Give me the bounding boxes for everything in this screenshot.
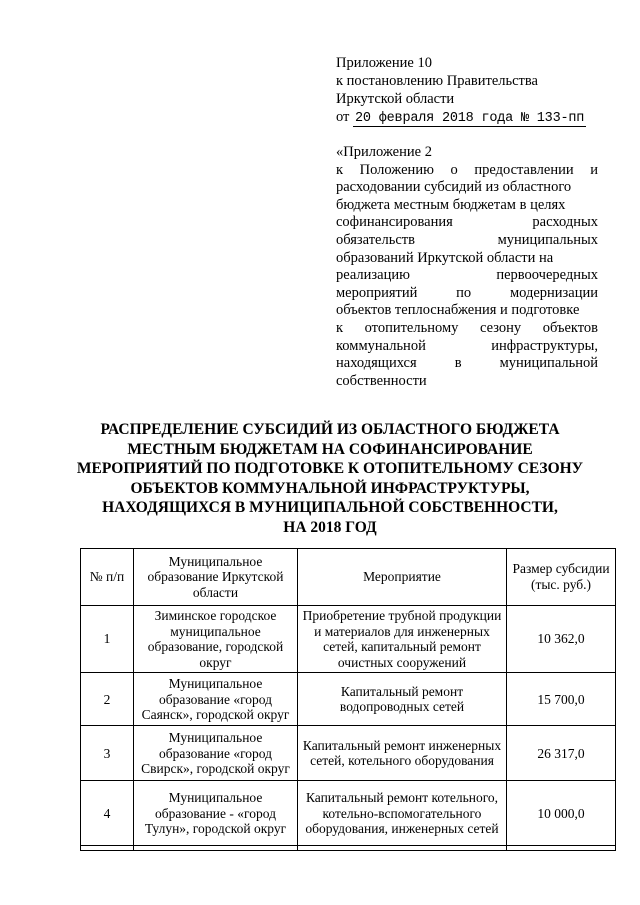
- annex-line: [336, 302, 598, 320]
- annex-word: инфраструктуры,: [491, 337, 598, 354]
- row-number: 4: [81, 781, 134, 846]
- annex-word: и: [590, 161, 598, 178]
- title-line: НАХОДЯЩИХСЯ В МУНИЦИПАЛЬНОЙ СОБСТВЕННОСТИ,: [102, 499, 558, 517]
- annex-line: [336, 355, 598, 373]
- table-row: [81, 606, 616, 673]
- col-header-amount: Размер субсидии (тыс. руб.): [507, 549, 616, 606]
- annex-line: [336, 144, 598, 162]
- row-amount: 15 700,0: [507, 673, 616, 726]
- annex-line: [336, 232, 598, 250]
- annex-word: первоочередных: [496, 267, 598, 284]
- annex-line: [336, 162, 598, 180]
- annex-word: отопительному: [364, 319, 459, 336]
- decree-date: [353, 111, 586, 127]
- subsidy-table: [80, 548, 616, 851]
- annex-line: [336, 338, 598, 356]
- annex-word: предоставлении: [474, 161, 574, 178]
- row-activity: Приобретение трубной продукции и материалов для инженерных сетей, капитальный ремонт очистных сооружений: [298, 606, 507, 673]
- col-header-activity: Мероприятие: [298, 549, 507, 606]
- region-name: Иркутской области: [336, 91, 455, 107]
- annex-line: [336, 267, 598, 285]
- row-activity: Капитальный ремонт котельного, котельно-вспомогательного оборудования, инженерных сетей: [298, 781, 507, 846]
- decree-date-value: 20 февраля 2018 года: [355, 111, 514, 126]
- table-row: [81, 673, 616, 726]
- row-continuation-cell: [507, 846, 616, 851]
- annex-word: модернизации: [509, 284, 598, 301]
- annex-word: к: [336, 161, 344, 178]
- row-activity: Капитальный ремонт инженерных сетей, котельного оборудования: [298, 726, 507, 781]
- annex-line: [336, 214, 598, 232]
- annex-word: в: [454, 355, 462, 372]
- title-line: РАСПРЕДЕЛЕНИЕ СУБСИДИЙ ИЗ ОБЛАСТНОГО БЮДЖЕТА: [100, 421, 560, 438]
- annex-word: софинансирования: [336, 214, 453, 231]
- row-number: 3: [81, 726, 134, 781]
- table-row-continuation: [81, 846, 616, 851]
- annex-line: [336, 320, 598, 338]
- decree-date-line: [336, 108, 598, 128]
- annex-word: «Приложение 2: [336, 144, 432, 160]
- title-line: МЕРОПРИЯТИЙ ПО ПОДГОТОВКЕ К ОТОПИТЕЛЬНОМУ СЕЗОНУ: [76, 460, 584, 478]
- table-row: [81, 781, 616, 846]
- annex-line: [336, 250, 598, 268]
- annex-word: мероприятий: [336, 284, 418, 301]
- annex-word: муниципальных: [497, 231, 598, 248]
- annex-word: расходовании субсидий из областного: [336, 179, 572, 196]
- annex-word: обязательств: [336, 231, 415, 248]
- table-header-row: [81, 549, 616, 606]
- row-municipality: Зиминское городское муниципальное образование, городской округ: [134, 606, 298, 673]
- annex-word: к: [336, 319, 344, 336]
- row-municipality: Муниципальное образование «город Свирск», городской округ: [134, 726, 298, 781]
- row-continuation-cell: [298, 846, 507, 851]
- row-amount: 10 362,0: [507, 606, 616, 673]
- annex-word: находящихся: [336, 355, 417, 372]
- title-line: ОБЪЕКТОВ КОММУНАЛЬНОЙ ИНФРАСТРУКТУРЫ,: [130, 479, 530, 497]
- row-amount: 10 000,0: [507, 781, 616, 846]
- appendix-number: Приложение 10: [336, 55, 432, 71]
- row-number: 1: [81, 606, 134, 673]
- row-amount: 26 317,0: [507, 726, 616, 781]
- decree-number: № 133-пп: [520, 111, 585, 126]
- title-line: МЕСТНЫМ БЮДЖЕТАМ НА СОФИНАНСИРОВАНИЕ: [127, 440, 533, 458]
- decree-reference: к постановлению Правительства: [336, 73, 538, 89]
- col-header-municipality: Муниципальное образование Иркутской области: [134, 549, 298, 606]
- annex-word: сезону: [479, 319, 522, 336]
- annex-line: [336, 197, 598, 215]
- row-municipality: Муниципальное образование «город Саянск», городской округ: [134, 673, 298, 726]
- annex-word: бюджета местным бюджетам в целях: [336, 196, 566, 213]
- annex-word: расходных: [532, 214, 598, 231]
- annex-line: [336, 285, 598, 303]
- table-row: [81, 726, 616, 781]
- document-header: [336, 54, 598, 128]
- annex-word: образований Иркутской области на: [336, 249, 554, 266]
- annex-word: по: [456, 284, 472, 301]
- annex-word: о: [450, 161, 458, 178]
- annex-line: [336, 179, 598, 197]
- annex-word: Положению: [359, 161, 434, 178]
- annex-reference: [336, 144, 598, 390]
- annex-word: реализацию: [336, 267, 410, 284]
- row-continuation-cell: [81, 846, 134, 851]
- from-label: от: [336, 109, 350, 125]
- annex-word: объектов: [542, 319, 598, 336]
- row-municipality: Муниципальное образование - «город Тулун», городской округ: [134, 781, 298, 846]
- row-activity: Капитальный ремонт водопроводных сетей: [298, 673, 507, 726]
- title-line: НА 2018 ГОД: [283, 518, 377, 536]
- annex-word: коммунальной: [336, 337, 426, 354]
- row-continuation-cell: [134, 846, 298, 851]
- row-number: 2: [81, 673, 134, 726]
- annex-word: муниципальной: [499, 355, 598, 372]
- document-title: [60, 420, 600, 538]
- col-header-number: № п/п: [81, 549, 134, 606]
- annex-line: [336, 373, 598, 391]
- annex-word: объектов теплоснабжения и подготовке: [336, 302, 580, 319]
- annex-word: собственности: [336, 372, 427, 389]
